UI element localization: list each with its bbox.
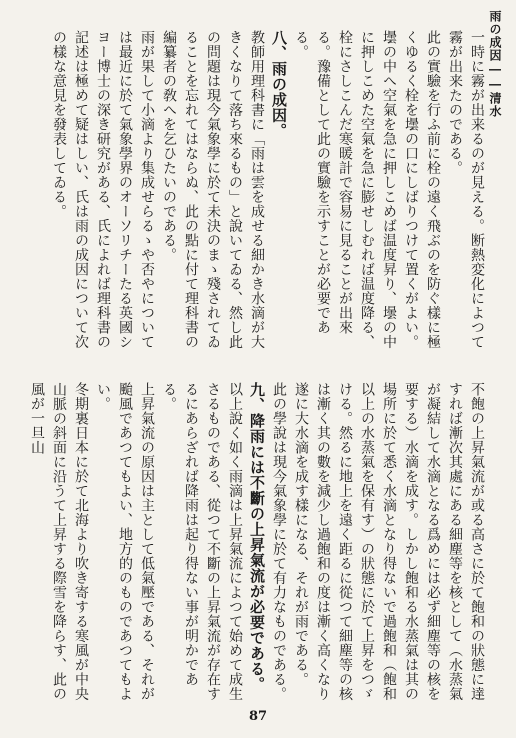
paragraph: 壜の中へ空氣を急に押しこめば温度昇り、壜の中に押しこめた空氣を急に膨せしむれば温度降る、栓にさしこんだ寒暖計で容易に見ることが出來る。豫備として此の實驗を示すことが必要である。	[293, 30, 397, 349]
upper-text-block	[28, 30, 488, 360]
running-header: 雨の成因――清水	[488, 10, 502, 118]
page-number: 87	[248, 709, 268, 724]
section-heading: 八、雨の成因。	[270, 30, 288, 139]
paragraph: 教師用理科書に「雨は雲を成せる細かき水滴が大きくなりて落ち來るもの」と說いてゐる、然し此の問題は現今氣象學に於て未決のまゝ殘されてゐることを忘れてはならぬ、此の點に付て理科書の編纂者の敎へを乞ひたいのである。	[161, 30, 265, 349]
paragraph: 一時に霧が出来るのが見える。断熱変化によつて霧が出来たのである。	[447, 30, 485, 349]
paragraph: 以上說く如く雨滴は上昇氣流によつて始めて成生さるものである、從つて不斷の上昇氣流が存在するにあらざれば降雨は起り得ない事が明かである。	[161, 382, 243, 701]
paragraph: 上昇氣流の原因は主として低氣壓である、それが颱風であつてもよい、地方的のものであつてもよい。	[95, 382, 155, 701]
paragraph: 雨が果して小滴より集成せらるゝや否やについては最近に於て氣象學界のオーソリチーたる英國シヨー博士の深き研究がある、氏によれば理科書の記述は極めて疑はしい、氏は雨の成因について次の樣な意見を發表してゐる。	[51, 30, 155, 349]
lower-text-block	[28, 382, 488, 704]
paragraph: 此の實驗を行ふ前に栓の遠く飛ぶのを防ぐ樣に極くゆるく栓を壜の口にしばりつけて置くがよい。	[403, 30, 441, 349]
paragraph: 此の學說は現今氣象學に於て有力なものである。	[271, 382, 287, 701]
section-heading: 九、降雨には不斷の上昇氣流が必要である。	[248, 382, 266, 692]
paragraph: 不飽の上昇氣流が或る高さに於て飽和の狀態に達すれば漸次其處にある細塵等を核として（水蒸氣が凝結して水滴となる爲めには必ず細塵等の核を要する）水滴を成す。しかし飽和る水蒸氣は其の場所に於て悉く水滴となり得ないで過飽和（飽和以上の水蒸氣を保有す）の狀態に於て上昇をつゞける。然るに地上を遠く距るに從つて細塵等の核は漸く其の數を減少し過飽和の度は漸く高くなり遂に大水滴を成す樣になる、それが雨である。	[293, 382, 485, 701]
paragraph: 冬期裏日本に於て北海より吹き寄する寒風が中央山脈の斜面に沿うて上昇する際雪を降らす、此の風が一旦山	[29, 382, 89, 701]
